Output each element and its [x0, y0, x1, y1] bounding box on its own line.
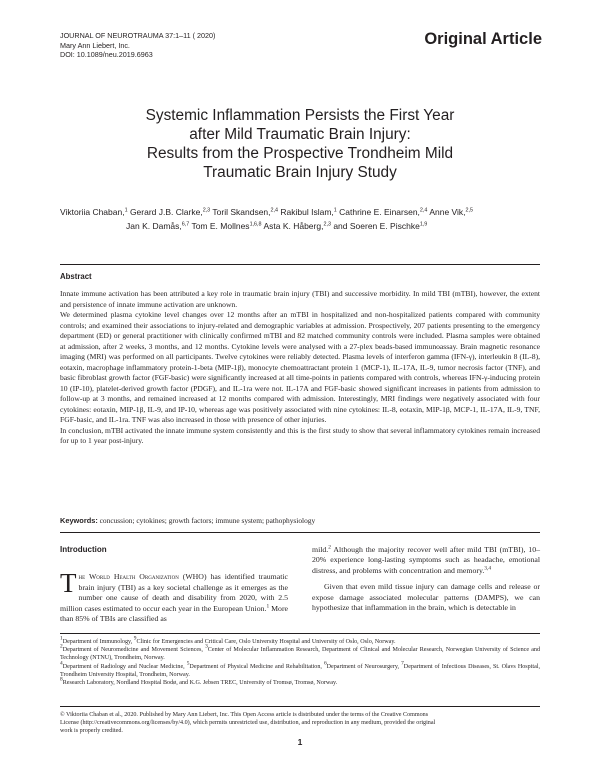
reference-marker: 3,4	[484, 565, 492, 572]
author-affiliation: 2,3	[323, 221, 331, 228]
author-affiliation: 1,6,8	[249, 221, 262, 228]
footnote-marker: 6	[323, 660, 327, 667]
footnote-text: Research Laboratory, Nordland Hospital Bodø, and K.G. Jebsen TREC, University of Tromsø, Tromsø, Norway.	[62, 680, 338, 687]
footnote-marker: 8	[60, 676, 63, 683]
author-affiliation: 6,7	[181, 221, 190, 228]
footnote	[60, 635, 540, 646]
footnote-marker: 3	[205, 643, 208, 650]
introduction-right-column	[312, 545, 540, 613]
journal-doi: DOI: 10.1089/neu.2019.6963	[60, 50, 153, 60]
author-line	[60, 219, 540, 233]
abstract-top-rule	[60, 264, 540, 265]
author-list	[60, 205, 540, 233]
author-name: Viktoriia Chaban,	[60, 207, 125, 217]
introduction-paragraph	[312, 545, 540, 576]
abstract-bottom-rule	[60, 532, 540, 533]
reference-marker: 1	[266, 603, 270, 610]
author-name: Tom E. Mollnes	[189, 221, 250, 231]
footnote-marker: 5	[186, 660, 190, 667]
copyright-line: © Viktoriia Chaban et al., 2020. Published by Mary Ann Liebert, Inc. This Open Access article is distributed under the terms of the Creative Commons	[60, 712, 429, 718]
copyright-line: License (http://creativecommons.org/licenses/by/4.0), which permits unrestricted use, distribution, and reproduction in any medium, provided the original	[60, 720, 436, 727]
introduction-paragraph: Given that even mild tissue injury can damage cells and release or expose damage associated molecular patterns (DAMPS), we can hypothesize that inflammation in the brain, which is detectable in	[312, 582, 540, 613]
footnote-text: Department of Neuromedicine and Movement Sciences,	[62, 647, 206, 654]
footnote-text: Department of Radiology and Nuclear Medicine,	[62, 663, 187, 670]
drop-cap: T	[60, 568, 77, 599]
author-name: Anne Vik,	[427, 207, 466, 217]
keywords	[60, 516, 540, 526]
title-line: after Mild Traumatic Brain Injury:	[189, 126, 411, 143]
author-name: Cathrine E. Einarsen,	[336, 207, 420, 217]
author-affiliation: 1,9	[419, 221, 428, 228]
author-name: Rakibul Islam,	[278, 207, 334, 217]
reference-marker: 2	[328, 544, 331, 551]
article-type: Original Article	[424, 30, 542, 48]
author-name: Jan K. Damås,	[126, 221, 182, 231]
intro-text: mild.	[312, 545, 329, 554]
footnote-marker: 9	[133, 635, 137, 642]
abstract-paragraph: In conclusion, mTBI activated the innate immune system consistently and this is the first study to show that several inflammatory cytokines remain increased for up to 1 year post-injury.	[60, 425, 540, 445]
introduction-paragraph	[60, 568, 289, 624]
intro-text: More than 85% of TBIs are classified as	[60, 603, 289, 624]
introduction-left-column	[60, 545, 288, 624]
author-name: Toril Skandsen,	[210, 207, 271, 217]
footnote-marker: 7	[401, 660, 404, 667]
title-line: Systemic Inflammation Persists the First Year	[145, 107, 455, 124]
footnote-marker: 2	[60, 643, 63, 650]
author-affiliation: 1	[124, 207, 128, 214]
introduction-heading: Introduction	[60, 545, 107, 554]
author-affiliation: 1	[333, 207, 337, 214]
author-affiliation: 2,4	[419, 207, 428, 214]
copyright-rule	[60, 706, 540, 707]
author-affiliation: 2,5	[465, 207, 474, 214]
footnote-text: Center of Molecular Inflammation Research, Department of Clinical and Molecular Research, Norwegian University of Science and Technology (NTNU), Trondheim, Norway.	[60, 647, 540, 662]
author-affiliation: 2,3	[202, 207, 211, 214]
article-title	[60, 106, 540, 182]
footnote-marker: 4	[60, 660, 63, 667]
author-affiliation: 2,4	[270, 207, 279, 214]
abstract-paragraph: We determined plasma cytokine level changes over 12 months after an mTBI in hospitalized and non-hospitalized patients compared with community controls; and examined their associations to injury-related and demographic variables at admission. Prospectively, 207 patients presenting to the emergency department (ED) or general practitioner with clinically confirmed mTBI and 82 matched community controls were included. Plasma samples were obtained at admission, after 2 weeks, 3 months, and 12 months. Cytokine levels were analysed with a 27-plex beads-based immunoassay. Brain magnetic resonance imaging (MRI) was performed on all participants. Twelve cytokines were reliably detected. Plasma levels of interferon gamma (IFN-γ), interleukin 8 (IL-8), eotaxin, macrophage inflammatory protein-1-beta (MIP-1β), monocyte chemoattractant protein 1 (MCP-1), IL-17A, IL-9, tumor necrosis factor (TNF), and basic fibroblast growth factor (FGF-basic) were significantly increased at all time-points in patients compared with controls, whereas IFN-γ-inducing protein 10 (IP-10), platelet-derived growth factor (PDGF), and IL-1ra were not. IL-17A and FGF-basic showed significant increases in patients from admission to follow-up at 3 months, and remained increased at 12 months compared with admission. Interestingly, MRI findings were negatively associated with four cytokines: eotaxin, MIP-1β, IL-9, and IP-10, whereas age was positively associated with nine cytokines: IL-8, eotaxin, MIP-1β, MCP-1, IL-17A, IL-9, TNF, FGF-basic, and IL-1ra. TNF was also increased in those with presence of other injuries.	[60, 310, 540, 424]
smallcaps-lead: he World Health Organization	[78, 572, 179, 582]
journal-citation: JOURNAL OF NEUROTRAUMA 37:1–11 ( 2020)	[60, 31, 216, 40]
keywords-label: Keywords:	[60, 516, 98, 525]
page-number: 1	[297, 737, 303, 747]
footnote-text: Department of Immunology,	[62, 639, 134, 645]
footnote	[60, 643, 540, 662]
copyright-notice	[60, 711, 540, 736]
title-line: Results from the Prospective Trondheim Mild	[146, 145, 454, 162]
abstract-body	[60, 289, 540, 447]
title-line: Traumatic Brain Injury Study	[203, 164, 397, 181]
affiliation-footnotes	[60, 635, 540, 687]
footnote	[60, 676, 540, 687]
copyright-line: work is properly credited.	[60, 728, 123, 735]
author-name: and Soeren E. Pischke	[330, 221, 420, 231]
footnote	[60, 660, 540, 679]
intro-text: (WHO) has identified traumatic brain injury (TBI) as a key societal challenge as it emerges as the number one cause of death and disability from 2020, with 2.5 million cases estimated to occur each year in the European Union.	[60, 572, 288, 613]
author-line	[60, 205, 540, 219]
footnote-text: Department of Neurosurgery,	[326, 663, 402, 670]
footnote-rule	[60, 633, 540, 634]
journal-info	[60, 31, 215, 60]
footnote-text: Clinic for Emergencies and Critical Care, Oslo University Hospital and University of Oslo, Oslo, Norway.	[136, 639, 396, 645]
footnote-text: Department of Infectious Diseases, St. Olavs Hospital, Trondheim University Hospital, Trondheim, Norway.	[60, 663, 540, 678]
keywords-text: concussion; cytokines; growth factors; immune system; pathophysiology	[99, 516, 316, 525]
intro-text: Although the majority recover well after mild TBI (mTBI), 10–20% experience long-lasting symptoms such as headache, emotional distress, and problems with concentration and memory.	[312, 545, 540, 575]
footnote-marker: 1	[60, 635, 63, 642]
footnote-text: Department of Physical Medicine and Rehabilitation,	[189, 663, 324, 670]
journal-publisher: Mary Ann Liebert, Inc.	[60, 40, 130, 50]
abstract-heading: Abstract	[60, 272, 92, 281]
abstract-paragraph: Innate immune activation has been attributed a key role in traumatic brain injury (TBI) and successive morbidity. In mild TBI (mTBI), however, the extent and persistence of innate immune activation are unknown.	[60, 289, 540, 309]
author-name: Gerard J.B. Clarke,	[127, 207, 203, 217]
author-name: Asta K. Håberg,	[261, 221, 324, 231]
